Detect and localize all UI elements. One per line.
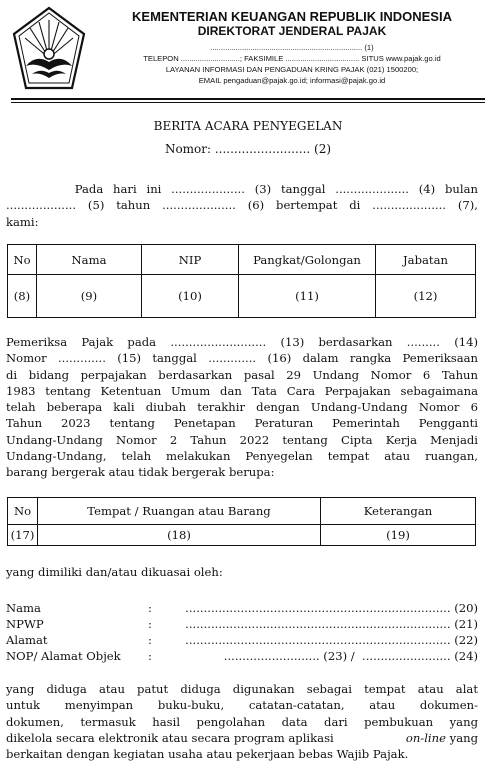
text-line	[6, 730, 478, 746]
text-line: di bidang perpajakan berdasarkan pasal 29 Undang Nomor 6 Tahun	[6, 367, 478, 382]
text-line: Tahun 2023 tentang Penetapan Peraturan Pemerintah Pengganti	[6, 416, 478, 431]
letterhead-divider	[11, 98, 485, 100]
closing-paragraph	[6, 681, 478, 762]
identity-colon: :	[148, 633, 152, 647]
closing-text-part: yang	[445, 730, 478, 745]
header-no: No	[8, 498, 38, 525]
service-line: LAYANAN INFORMASI DAN PENGADUAN KRING PAJAK (021) 1500200;	[165, 65, 419, 74]
header-keterangan: Keterangan	[321, 498, 476, 525]
header-nama: Nama	[37, 245, 142, 275]
text-line: berkaitan dengan kegiatan usaha atau pekerjaan bebas Wajib Pajak.	[6, 747, 409, 762]
text-line: ................... (5) tahun .................... (6) bertempat di .................... (7),	[6, 198, 478, 213]
owned-by-text: yang dimiliki dan/atau dikuasai oleh:	[6, 565, 223, 579]
cell-tempat: (18)	[38, 525, 321, 546]
identity-colon: :	[148, 601, 152, 615]
item-table	[7, 497, 476, 546]
table-header-row	[8, 498, 476, 525]
identity-value: ........................................................................ (22)	[185, 633, 478, 647]
document-title: BERITA ACARA PENYEGELAN	[153, 119, 343, 133]
ministry-emblem-icon	[12, 6, 86, 90]
table-header-row	[8, 245, 476, 275]
officer-table	[7, 244, 476, 318]
online-italic: on-line	[405, 730, 446, 745]
text-line: barang bergerak atau tidak bergerak berupa:	[6, 465, 275, 480]
document-number: Nomor: ......................... (2)	[164, 142, 332, 156]
cell-jabatan: (12)	[376, 275, 476, 318]
identity-value: ........................................................................ (20)	[185, 601, 478, 615]
text-line: telah beberapa kali diubah terakhir dengan Undang-Undang Nomor 6	[6, 400, 478, 415]
identity-colon: :	[148, 649, 152, 663]
cell-no: (8)	[8, 275, 37, 318]
closing-text-part: dikelola secara elektronik atau secara program aplikasi	[6, 730, 338, 745]
text-line: Pemeriksa Pajak pada .......................... (13) berdasarkan ......... (14)	[6, 335, 478, 349]
identity-value: ........................................................................ (21)	[185, 617, 478, 631]
text-line: dokumen, termasuk hasil pengolahan data dari pembukuan yang	[6, 714, 478, 729]
cell-keterangan: (19)	[321, 525, 476, 546]
letterhead	[0, 0, 496, 103]
cell-nip: (10)	[142, 275, 239, 318]
text-line: yang diduga atau patut diduga digunakan sebagai tempat atau alat	[6, 682, 478, 696]
identity-label: Nama	[6, 601, 41, 615]
table-row	[8, 275, 476, 318]
identity-label: NOP/ Alamat Objek	[6, 649, 121, 663]
office-name-line: ........................................................................ (1)	[210, 43, 374, 52]
text-line: Undang-Undang Nomor 2 Tahun 2022 tentang Cipta Kerja Menjadi	[6, 432, 478, 447]
header-jabatan: Jabatan	[376, 245, 476, 275]
email-line: EMAIL pengaduan@pajak.go.id; informasi@pajak.go.id	[198, 76, 386, 85]
text-line: Pada hari ini .................... (3) tanggal .................... (4) bulan	[6, 182, 478, 196]
header-pangkat: Pangkat/Golongan	[239, 245, 376, 275]
directorate-name: DIREKTORAT JENDERAL PAJAK	[197, 24, 387, 38]
cell-pangkat: (11)	[239, 275, 376, 318]
opening-paragraph	[6, 181, 478, 230]
identity-label: Alamat	[6, 633, 48, 647]
letterhead-divider-thin	[11, 102, 485, 103]
header-no: No	[8, 245, 37, 275]
text-line: untuk menyimpan buku-buku, catatan-catatan, atau dokumen-	[6, 698, 478, 713]
contact-line: TELEPON ............................; FAKSIMILE ................................... SITUS www.pajak.go.id	[143, 54, 441, 63]
header-tempat: Tempat / Ruangan atau Barang	[38, 498, 321, 525]
text-line: kami:	[6, 214, 39, 229]
text-line: Undang-Undang, telah melakukan Penyegelan tempat atau ruangan,	[6, 449, 478, 464]
identity-colon: :	[148, 617, 152, 631]
identity-value: .......................... (23) / ........................ (24)	[223, 649, 478, 663]
header-nip: NIP	[142, 245, 239, 275]
text-line: Nomor ............. (15) tanggal ............. (16) dalam rangka Pemeriksaan	[6, 351, 478, 366]
organization-name: KEMENTERIAN KEUANGAN REPUBLIK INDONESIA	[132, 9, 452, 24]
identity-label: NPWP	[6, 617, 44, 631]
table-row	[8, 525, 476, 546]
body-paragraph	[6, 334, 478, 481]
letterhead-text	[98, 9, 486, 86]
text-line: 1983 tentang Ketentuan Umum dan Tata Cara Perpajakan sebagaimana	[6, 383, 478, 398]
cell-nama: (9)	[37, 275, 142, 318]
cell-no: (17)	[8, 525, 38, 546]
